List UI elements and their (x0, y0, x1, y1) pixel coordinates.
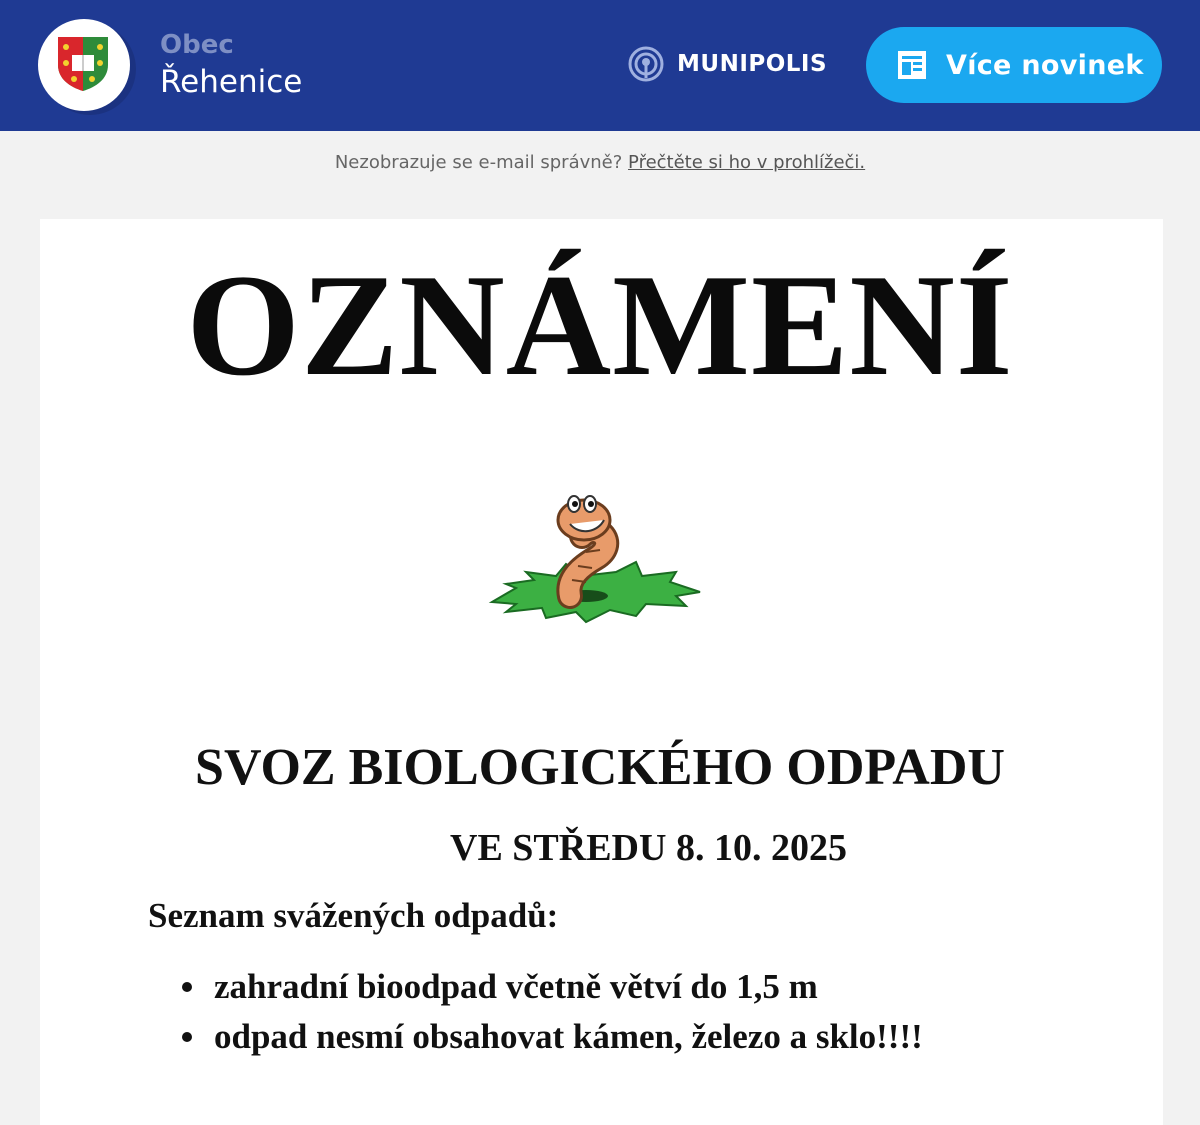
org-name[interactable]: Řehenice (160, 64, 303, 100)
browser-notice (0, 152, 1200, 173)
org-type-label: Obec (160, 30, 234, 60)
worm-illustration (486, 492, 702, 626)
more-news-label: Více novinek (946, 49, 1144, 81)
municipality-logo[interactable] (38, 19, 130, 111)
list-item-text: zahradní bioodpad včetně větví do 1,5 m (214, 967, 818, 1006)
bullet-icon (182, 1032, 192, 1042)
news-icon (896, 49, 928, 81)
list-item (182, 1012, 923, 1062)
header-bar (0, 0, 1200, 131)
announcement-title: OZNÁMENÍ (186, 244, 1014, 406)
more-news-button[interactable] (866, 27, 1162, 103)
coat-of-arms-icon (54, 35, 112, 93)
list-item (182, 962, 923, 1012)
waste-list-title: Seznam svážených odpadů: (148, 896, 559, 935)
broadcast-icon (627, 45, 665, 83)
collection-date: VE STŘEDU 8. 10. 2025 (450, 827, 847, 869)
brand-name: MUNIPOLIS (677, 51, 828, 77)
list-item-text: odpad nesmí obsahovat kámen, železo a sklo!!!! (214, 1017, 923, 1056)
notice-text: Nezobrazuje se e-mail správně? (334, 152, 623, 173)
waste-list (182, 962, 923, 1062)
munipolis-link[interactable] (627, 44, 827, 84)
bullet-icon (182, 982, 192, 992)
announcement-heading: SVOZ BIOLOGICKÉHO ODPADU (195, 739, 1005, 796)
view-in-browser-link[interactable]: Přečtěte si ho v prohlížeči. (628, 152, 866, 173)
